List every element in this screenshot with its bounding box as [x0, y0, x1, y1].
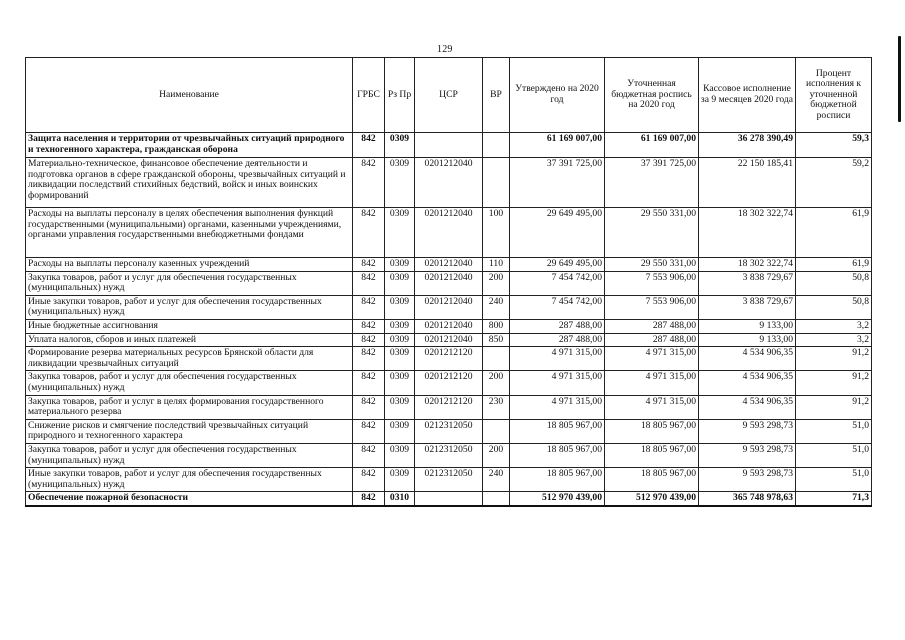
cell-csr [415, 492, 483, 506]
cell-cash-execution: 3 838 729,67 [699, 295, 796, 319]
header-rzpr: Рз Пр [385, 58, 415, 133]
header-csr: ЦСР [415, 58, 483, 133]
cell-percent: 71,3 [796, 492, 872, 506]
cell-csr: 0212312050 [415, 443, 483, 467]
cell-percent: 50,8 [796, 295, 872, 319]
header-cash-execution: Кассовое исполнение за 9 месяцев 2020 года [699, 58, 796, 133]
table-row [26, 492, 872, 506]
cell-csr: 0201212120 [415, 347, 483, 371]
cell-rzpr: 0309 [385, 258, 415, 272]
cell-grbs: 842 [353, 295, 385, 319]
cell-cash-execution: 22 150 185,41 [699, 158, 796, 208]
cell-name: Закупка товаров, работ и услуг для обеспечения государственных (муниципальных) нужд [26, 371, 353, 395]
cell-name: Закупка товаров, работ и услуг для обеспечения государственных (муниципальных) нужд [26, 443, 353, 467]
cell-csr: 0212312050 [415, 419, 483, 443]
cell-grbs: 842 [353, 158, 385, 208]
cell-name: Защита населения и территории от чрезвычайных ситуаций природного и техногенного характера, гражданская оборона [26, 133, 353, 158]
cell-refined-budget: 4 971 315,00 [605, 347, 699, 371]
table-row [26, 443, 872, 467]
cell-csr: 0201212040 [415, 158, 483, 208]
cell-grbs: 842 [353, 371, 385, 395]
cell-percent: 91,2 [796, 371, 872, 395]
cell-rzpr: 0309 [385, 158, 415, 208]
cell-vr [483, 492, 510, 506]
cell-csr: 0212312050 [415, 468, 483, 492]
cell-vr [483, 158, 510, 208]
cell-csr: 0201212120 [415, 395, 483, 419]
cell-name: Иные бюджетные ассигнования [26, 319, 353, 333]
cell-vr: 110 [483, 258, 510, 272]
cell-grbs: 842 [353, 347, 385, 371]
cell-grbs: 842 [353, 319, 385, 333]
cell-percent: 59,2 [796, 158, 872, 208]
cell-name: Иные закупки товаров, работ и услуг для обеспечения государственных (муниципальных) нужд [26, 468, 353, 492]
cell-vr: 240 [483, 468, 510, 492]
cell-approved: 37 391 725,00 [510, 158, 605, 208]
cell-approved: 4 971 315,00 [510, 371, 605, 395]
cell-cash-execution: 18 302 322,74 [699, 208, 796, 258]
cell-grbs: 842 [353, 468, 385, 492]
cell-cash-execution: 9 593 298,73 [699, 468, 796, 492]
cell-cash-execution: 36 278 390,49 [699, 133, 796, 158]
cell-approved: 61 169 007,00 [510, 133, 605, 158]
cell-name: Расходы на выплаты персоналу в целях обеспечения выполнения функций государственными (муниципальными) органами, казенными учреждениями, органами управления государственными внебюджетными фондами [26, 208, 353, 258]
cell-rzpr: 0309 [385, 133, 415, 158]
cell-percent: 50,8 [796, 271, 872, 295]
cell-name: Формирование резерва материальных ресурсов Брянской области для ликвидации чрезвычайных ситуаций [26, 347, 353, 371]
cell-approved: 7 454 742,00 [510, 271, 605, 295]
cell-rzpr: 0309 [385, 371, 415, 395]
cell-refined-budget: 7 553 906,00 [605, 295, 699, 319]
cell-refined-budget: 287 488,00 [605, 319, 699, 333]
table-row [26, 258, 872, 272]
cell-rzpr: 0309 [385, 468, 415, 492]
cell-vr: 200 [483, 271, 510, 295]
table-row [26, 347, 872, 371]
cell-rzpr: 0309 [385, 271, 415, 295]
cell-approved: 287 488,00 [510, 319, 605, 333]
cell-grbs: 842 [353, 133, 385, 158]
cell-grbs: 842 [353, 492, 385, 506]
cell-refined-budget: 29 550 331,00 [605, 258, 699, 272]
cell-vr: 850 [483, 333, 510, 347]
scan-edge-mark [898, 36, 901, 122]
cell-grbs: 842 [353, 333, 385, 347]
cell-rzpr: 0309 [385, 347, 415, 371]
table-row [26, 158, 872, 208]
cell-vr: 240 [483, 295, 510, 319]
cell-vr: 100 [483, 208, 510, 258]
cell-rzpr: 0309 [385, 295, 415, 319]
cell-refined-budget: 4 971 315,00 [605, 371, 699, 395]
header-grbs: ГРБС [353, 58, 385, 133]
cell-refined-budget: 29 550 331,00 [605, 208, 699, 258]
cell-percent: 61,9 [796, 258, 872, 272]
cell-rzpr: 0309 [385, 443, 415, 467]
cell-rzpr: 0310 [385, 492, 415, 506]
cell-percent: 91,2 [796, 395, 872, 419]
cell-rzpr: 0309 [385, 333, 415, 347]
cell-refined-budget: 61 169 007,00 [605, 133, 699, 158]
cell-name: Закупка товаров, работ и услуг для обеспечения государственных (муниципальных) нужд [26, 271, 353, 295]
table-row [26, 395, 872, 419]
cell-grbs: 842 [353, 395, 385, 419]
cell-vr: 200 [483, 371, 510, 395]
page-number: 129 [437, 44, 453, 55]
cell-csr: 0201212120 [415, 371, 483, 395]
cell-approved: 4 971 315,00 [510, 395, 605, 419]
cell-approved: 4 971 315,00 [510, 347, 605, 371]
table-row [26, 208, 872, 258]
cell-refined-budget: 7 553 906,00 [605, 271, 699, 295]
budget-execution-table [25, 57, 872, 507]
cell-grbs: 842 [353, 443, 385, 467]
cell-grbs: 842 [353, 419, 385, 443]
cell-cash-execution: 18 302 322,74 [699, 258, 796, 272]
cell-name: Снижение рисков и смягчение последствий чрезвычайных ситуаций природного и техногенного характера [26, 419, 353, 443]
cell-refined-budget: 512 970 439,00 [605, 492, 699, 506]
cell-csr: 0201212040 [415, 319, 483, 333]
cell-csr: 0201212040 [415, 333, 483, 347]
cell-percent: 51,0 [796, 468, 872, 492]
cell-approved: 18 805 967,00 [510, 468, 605, 492]
cell-rzpr: 0309 [385, 395, 415, 419]
cell-percent: 51,0 [796, 419, 872, 443]
cell-csr: 0201212040 [415, 208, 483, 258]
cell-cash-execution: 4 534 906,35 [699, 347, 796, 371]
cell-approved: 287 488,00 [510, 333, 605, 347]
cell-vr: 200 [483, 443, 510, 467]
header-execution-percent: Процент исполнения к уточненной бюджетной росписи [796, 58, 872, 133]
cell-csr: 0201212040 [415, 258, 483, 272]
cell-approved: 29 649 495,00 [510, 258, 605, 272]
header-approved: Утверждено на 2020 год [510, 58, 605, 133]
table-row [26, 333, 872, 347]
cell-vr [483, 347, 510, 371]
cell-approved: 18 805 967,00 [510, 443, 605, 467]
table-row [26, 419, 872, 443]
cell-percent: 61,9 [796, 208, 872, 258]
cell-cash-execution: 9 593 298,73 [699, 443, 796, 467]
cell-cash-execution: 365 748 978,63 [699, 492, 796, 506]
cell-csr [415, 133, 483, 158]
cell-refined-budget: 287 488,00 [605, 333, 699, 347]
cell-cash-execution: 4 534 906,35 [699, 371, 796, 395]
cell-csr: 0201212040 [415, 271, 483, 295]
cell-grbs: 842 [353, 208, 385, 258]
cell-percent: 91,2 [796, 347, 872, 371]
cell-refined-budget: 37 391 725,00 [605, 158, 699, 208]
cell-grbs: 842 [353, 258, 385, 272]
cell-name: Обеспечение пожарной безопасности [26, 492, 353, 506]
cell-refined-budget: 18 805 967,00 [605, 468, 699, 492]
cell-approved: 18 805 967,00 [510, 419, 605, 443]
cell-percent: 3,2 [796, 319, 872, 333]
cell-rzpr: 0309 [385, 419, 415, 443]
cell-cash-execution: 4 534 906,35 [699, 395, 796, 419]
cell-approved: 29 649 495,00 [510, 208, 605, 258]
cell-vr: 230 [483, 395, 510, 419]
cell-percent: 51,0 [796, 443, 872, 467]
cell-refined-budget: 18 805 967,00 [605, 443, 699, 467]
table-body [26, 133, 872, 506]
cell-percent: 59,3 [796, 133, 872, 158]
cell-cash-execution: 9 133,00 [699, 319, 796, 333]
cell-cash-execution: 9 133,00 [699, 333, 796, 347]
table-row [26, 271, 872, 295]
cell-refined-budget: 18 805 967,00 [605, 419, 699, 443]
cell-name: Материально-техническое, финансовое обеспечение деятельности и подготовка органов в сфере гражданской обороны, чрезвычайных ситуаций и ликвидации последствий стихийных бедствий, войск и иных воинских формирований [26, 158, 353, 208]
cell-percent: 3,2 [796, 333, 872, 347]
cell-name: Иные закупки товаров, работ и услуг для обеспечения государственных (муниципальных) нужд [26, 295, 353, 319]
cell-rzpr: 0309 [385, 319, 415, 333]
cell-approved: 512 970 439,00 [510, 492, 605, 506]
cell-vr: 800 [483, 319, 510, 333]
header-name: Наименование [26, 58, 353, 133]
cell-rzpr: 0309 [385, 208, 415, 258]
cell-refined-budget: 4 971 315,00 [605, 395, 699, 419]
table-row [26, 319, 872, 333]
cell-csr: 0201212040 [415, 295, 483, 319]
header-vr: ВР [483, 58, 510, 133]
cell-cash-execution: 9 593 298,73 [699, 419, 796, 443]
header-refined-budget: Уточненная бюджетная роспись на 2020 год [605, 58, 699, 133]
cell-cash-execution: 3 838 729,67 [699, 271, 796, 295]
table-row [26, 468, 872, 492]
table-header-row [26, 58, 872, 133]
cell-grbs: 842 [353, 271, 385, 295]
cell-name: Расходы на выплаты персоналу казенных учреждений [26, 258, 353, 272]
cell-name: Закупка товаров, работ и услуг в целях формирования государственного материального резерва [26, 395, 353, 419]
cell-approved: 7 454 742,00 [510, 295, 605, 319]
cell-vr [483, 133, 510, 158]
cell-vr [483, 419, 510, 443]
table-row [26, 133, 872, 158]
cell-name: Уплата налогов, сборов и иных платежей [26, 333, 353, 347]
table-row [26, 295, 872, 319]
table-row [26, 371, 872, 395]
